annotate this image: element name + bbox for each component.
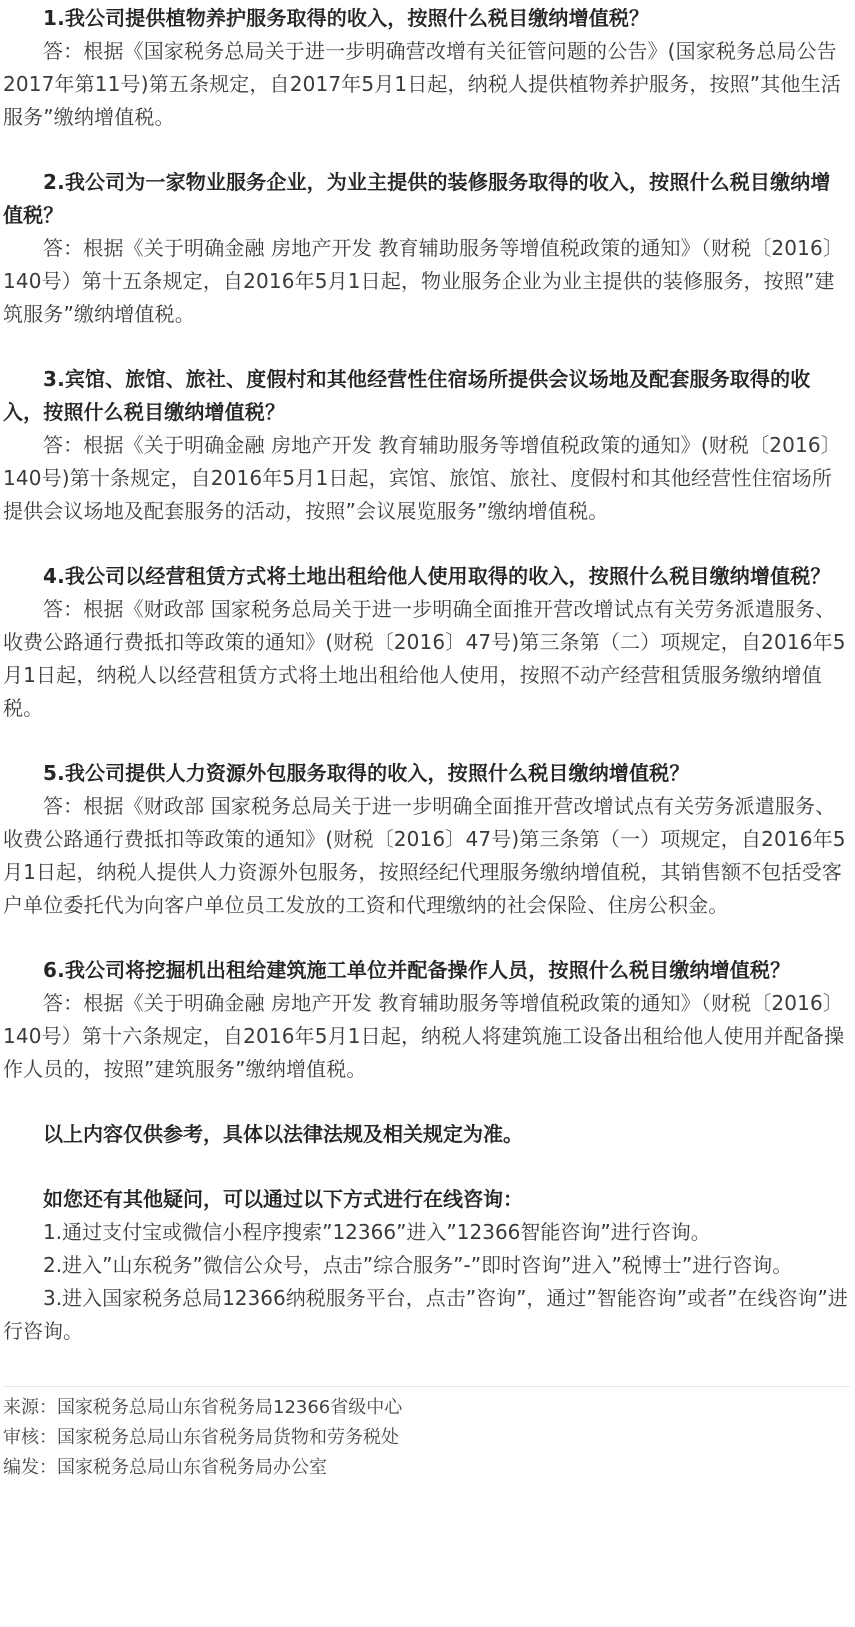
qa-item-6 bbox=[3, 954, 850, 1086]
question-6: 6.我公司将挖掘机出租给建筑施工单位并配备操作人员，按照什么税目缴纳增值税？ bbox=[43, 958, 791, 982]
consult-item-1: 1.通过支付宝或微信小程序搜索”12366”进入”12366智能咨询”进行咨询。 bbox=[43, 1220, 711, 1244]
answer-6: 答：根据《关于明确金融 房地产开发 教育辅助服务等增值税政策的通知》（财税〔2016〕140号）第十六条规定，自2016年5月1日起，纳税人将建筑施工设备出租给他人使用并配备操作人员的，按照”建筑服务”缴纳增值税。 bbox=[3, 991, 845, 1081]
answer-3: 答：根据《关于明确金融 房地产开发 教育辅助服务等增值税政策的通知》(财税〔2016〕140号)第十条规定，自2016年5月1日起，宾馆、旅馆、旅社、度假村和其他经营性住宿场所提供会议场地及配套服务的活动，按照”会议展览服务”缴纳增值税。 bbox=[3, 433, 841, 523]
spacer bbox=[3, 134, 850, 166]
footer-publish: 编发：国家税务总局山东省税务局办公室 bbox=[3, 1457, 327, 1478]
spacer bbox=[3, 1086, 850, 1118]
spacer bbox=[3, 1151, 850, 1183]
spacer bbox=[3, 528, 850, 560]
qa-item-4 bbox=[3, 560, 850, 725]
spacer bbox=[3, 725, 850, 757]
answer-2: 答：根据《关于明确金融 房地产开发 教育辅助服务等增值税政策的通知》（财税〔2016〕140号）第十五条规定，自2016年5月1日起，物业服务企业为业主提供的装修服务，按照”建筑服务”缴纳增值税。 bbox=[3, 236, 844, 326]
answer-4: 答：根据《财政部 国家税务总局关于进一步明确全面推开营改增试点有关劳务派遣服务、收费公路通行费抵扣等政策的通知》(财税〔2016〕47号)第三条第（二）项规定，自2016年5月1日起，纳税人以经营租赁方式将土地出租给他人使用，按照不动产经营租赁服务缴纳增值税。 bbox=[3, 597, 846, 720]
qa-item-5 bbox=[3, 757, 850, 922]
question-3: 3.宾馆、旅馆、旅社、度假村和其他经营性住宿场所提供会议场地及配套服务取得的收入，按照什么税目缴纳增值税？ bbox=[3, 367, 811, 424]
article-footer bbox=[3, 1387, 850, 1483]
consult-item-3: 3.进入国家税务总局12366纳税服务平台，点击”咨询”，通过”智能咨询”或者”在线咨询”进行咨询。 bbox=[3, 1286, 848, 1343]
footer-review: 审核：国家税务总局山东省税务局货物和劳务税处 bbox=[3, 1427, 399, 1448]
question-5: 5.我公司提供人力资源外包服务取得的收入，按照什么税目缴纳增值税？ bbox=[43, 761, 690, 785]
footer-source: 来源：国家税务总局山东省税务局12366省级中心 bbox=[3, 1397, 403, 1418]
consult-title: 如您还有其他疑问，可以通过以下方式进行在线咨询： bbox=[43, 1187, 523, 1211]
question-4: 4.我公司以经营租赁方式将土地出租给他人使用取得的收入，按照什么税目缴纳增值税？ bbox=[43, 564, 831, 588]
disclaimer-note: 以上内容仅供参考，具体以法律法规及相关规定为准。 bbox=[43, 1122, 523, 1146]
question-2: 2.我公司为一家物业服务企业，为业主提供的装修服务取得的收入，按照什么税目缴纳增值税？ bbox=[3, 170, 831, 227]
spacer bbox=[3, 331, 850, 363]
qa-item-3 bbox=[3, 363, 850, 528]
spacer bbox=[3, 922, 850, 954]
answer-1: 答：根据《国家税务总局关于进一步明确营改增有关征管问题的公告》(国家税务总局公告2017年第11号)第五条规定，自2017年5月1日起，纳税人提供植物养护服务，按照”其他生活服务”缴纳增值税。 bbox=[3, 39, 841, 129]
consult-item-2: 2.进入”山东税务”微信公众号，点击”综合服务”-”即时咨询”进入”税博士”进行咨询。 bbox=[43, 1253, 793, 1277]
answer-5: 答：根据《财政部 国家税务总局关于进一步明确全面推开营改增试点有关劳务派遣服务、收费公路通行费抵扣等政策的通知》(财税〔2016〕47号)第三条第（一）项规定，自2016年5月1日起，纳税人提供人力资源外包服务，按照经纪代理服务缴纳增值税，其销售额不包括受客户单位委托代为向客户单位员工发放的工资和代理缴纳的社会保险、住房公积金。 bbox=[3, 794, 846, 917]
qa-item-2 bbox=[3, 166, 850, 331]
question-1: 1.我公司提供植物养护服务取得的收入，按照什么税目缴纳增值税？ bbox=[43, 6, 650, 30]
consult-section bbox=[3, 1183, 850, 1348]
qa-item-1 bbox=[3, 0, 850, 134]
